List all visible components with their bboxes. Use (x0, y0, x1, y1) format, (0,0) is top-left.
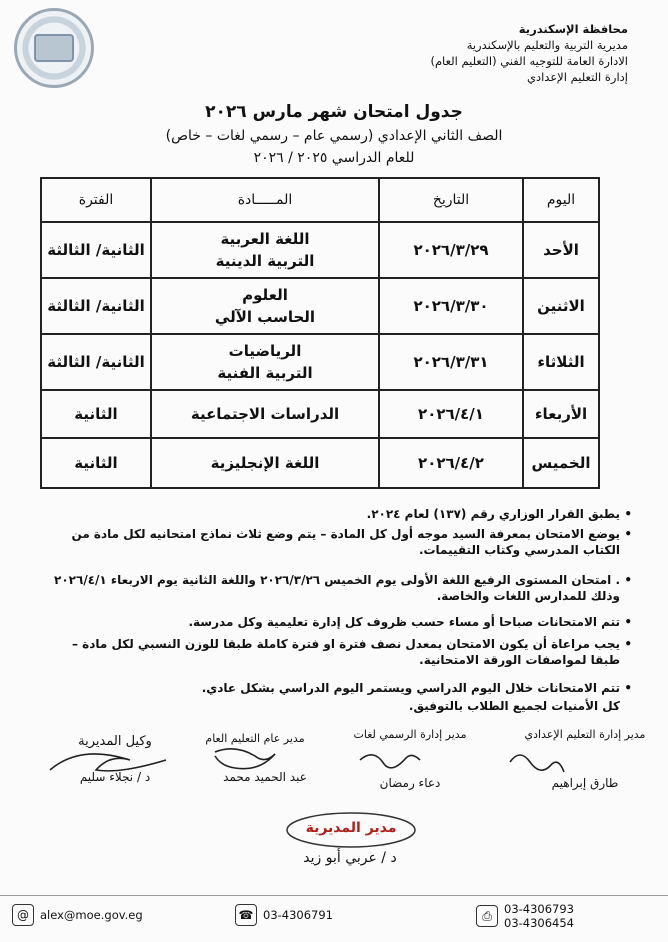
row-period: الثانية (41, 390, 151, 438)
bullet-icon: • (624, 527, 632, 541)
header-subject: المـــــادة (151, 178, 379, 222)
row-date: ٢٠٢٦/٣/٣١ (379, 334, 523, 390)
closing-line: كل الأمنيات لجميع الطلاب بالتوفيق. (408, 699, 620, 713)
row-subject: الدراسات الاجتماعية (151, 390, 379, 438)
year-subtitle: للعام الدراسي ٢٠٢٥ / ٢٠٢٦ (253, 150, 415, 166)
note-item: • يوضع الامتحان بمعرفة السيد موجه أول كل المادة – يتم وضع ثلاث نماذج امتحانيه لكل مادة من الكتاب المدرسي وكتاب التقييمات. (71, 527, 632, 557)
row-date: ٢٠٢٦/٣/٣٠ (379, 278, 523, 334)
header-date: التاريخ (379, 178, 523, 222)
note-item: • يطبق القرار الوزاري رقم (١٣٧) لعام ٢٠٢٤. (366, 507, 632, 521)
row-period: الثانية/ الثالثة (41, 334, 151, 390)
subject-line: الحاسب الآلي (214, 308, 316, 326)
row-day: الخميس (523, 438, 599, 488)
header-directorate: مديرية التربية والتعليم بالإسكندرية (466, 38, 628, 52)
row-subject: اللغة الإنجليزية (151, 438, 379, 488)
header-general-admin: الادارة العامة للتوجيه الفني (التعليم العام) (430, 54, 628, 68)
director-name: د / عربي أبو زيد (303, 850, 397, 866)
row-period: الثانية/ الثالثة (41, 278, 151, 334)
row-day: الثلاثاء (523, 334, 599, 390)
row-day: الأربعاء (523, 390, 599, 438)
note-item: • يجب مراعاة أن يكون الامتحان بمعدل نصف فترة او فترة كاملة طبقا للوزن النسبي لكل مادة – طبقا لمواصفات الورقة الامتحانية. (72, 637, 632, 667)
row-subject (151, 222, 379, 278)
fax-icon: ⎙ (476, 905, 498, 927)
signature-name: د / نجلاء سليم (79, 770, 151, 784)
footer-phone: ☎ 03-4306791 (235, 904, 333, 926)
document-title: جدول امتحان شهر مارس ٢٠٢٦ (205, 102, 463, 122)
directorate-logo (14, 8, 94, 88)
subject-line: العلوم (242, 286, 288, 304)
note-item: • . امتحان المستوى الرفيع اللغة الأولى يوم الخميس ٢٠٢٦/٣/٢٦ واللغة الثانية يوم الاربعاء ٢٠٢٦/٤/١ وذلك للمدارس اللغات والخاصة. (54, 573, 632, 603)
row-date: ٢٠٢٦/٤/٢ (379, 438, 523, 488)
row-date: ٢٠٢٦/٤/١ (379, 390, 523, 438)
row-subject (151, 334, 379, 390)
signature-title: وكيل المديرية (78, 734, 152, 749)
signature-title: مدير إدارة التعليم الإعدادي (524, 728, 646, 741)
subject-line: الرياضيات (228, 342, 302, 360)
bullet-icon: • (624, 615, 632, 629)
row-day: الأحد (523, 222, 599, 278)
signature-title: مدير إدارة الرسمي لغات (353, 728, 467, 741)
header-governorate: محافظة الإسكندرية (518, 22, 628, 36)
footer-email: @ alex@moe.gov.eg (12, 904, 143, 926)
footer-fax: ⎙ 03-4306793 03-4306454 (476, 902, 574, 930)
signature-name: عبد الحميد محمد (223, 770, 307, 784)
row-date: ٢٠٢٦/٣/٢٩ (379, 222, 523, 278)
director-stamp (284, 810, 418, 850)
table-row (41, 334, 599, 390)
bullet-icon: • (624, 573, 632, 587)
subject-line: التربية الفنية (217, 364, 313, 382)
signature-name: طارق إبراهيم (551, 776, 619, 790)
at-icon: @ (12, 904, 34, 926)
table-row (41, 438, 599, 488)
phone-icon: ☎ (235, 904, 257, 926)
bullet-icon: • (624, 681, 632, 695)
signature-name: دعاء رمضان (379, 776, 441, 790)
signature-title: مدير عام التعليم العام (205, 732, 305, 745)
note-item: • تتم الامتحانات خلال اليوم الدراسي ويستمر اليوم الدراسي بشكل عادي. (201, 681, 632, 695)
note-item: • تتم الامتحانات صباحا أو مساء حسب ظروف كل إدارة تعليمية وكل مدرسة. (188, 615, 632, 629)
table-header-row (41, 178, 599, 222)
footer-divider (0, 895, 668, 896)
grade-subtitle: الصف الثاني الإعدادي (رسمي عام – رسمي لغات – خاص) (165, 128, 503, 144)
row-day: الاثنين (523, 278, 599, 334)
header-period: الفترة (41, 178, 151, 222)
exam-schedule-table (40, 177, 600, 489)
table-row (41, 222, 599, 278)
subject-line: التربية الدينية (215, 252, 315, 270)
header-admin: إدارة التعليم الإعدادي (526, 70, 628, 84)
subject-line: اللغة العربية (220, 230, 310, 248)
table-row (41, 390, 599, 438)
row-period: الثانية (41, 438, 151, 488)
row-subject (151, 278, 379, 334)
stamp-text: مدير المديرية (305, 820, 397, 836)
bullet-icon: • (624, 637, 632, 651)
row-period: الثانية/ الثالثة (41, 222, 151, 278)
table-row (41, 278, 599, 334)
bullet-icon: • (624, 507, 632, 521)
header-day: اليوم (523, 178, 599, 222)
